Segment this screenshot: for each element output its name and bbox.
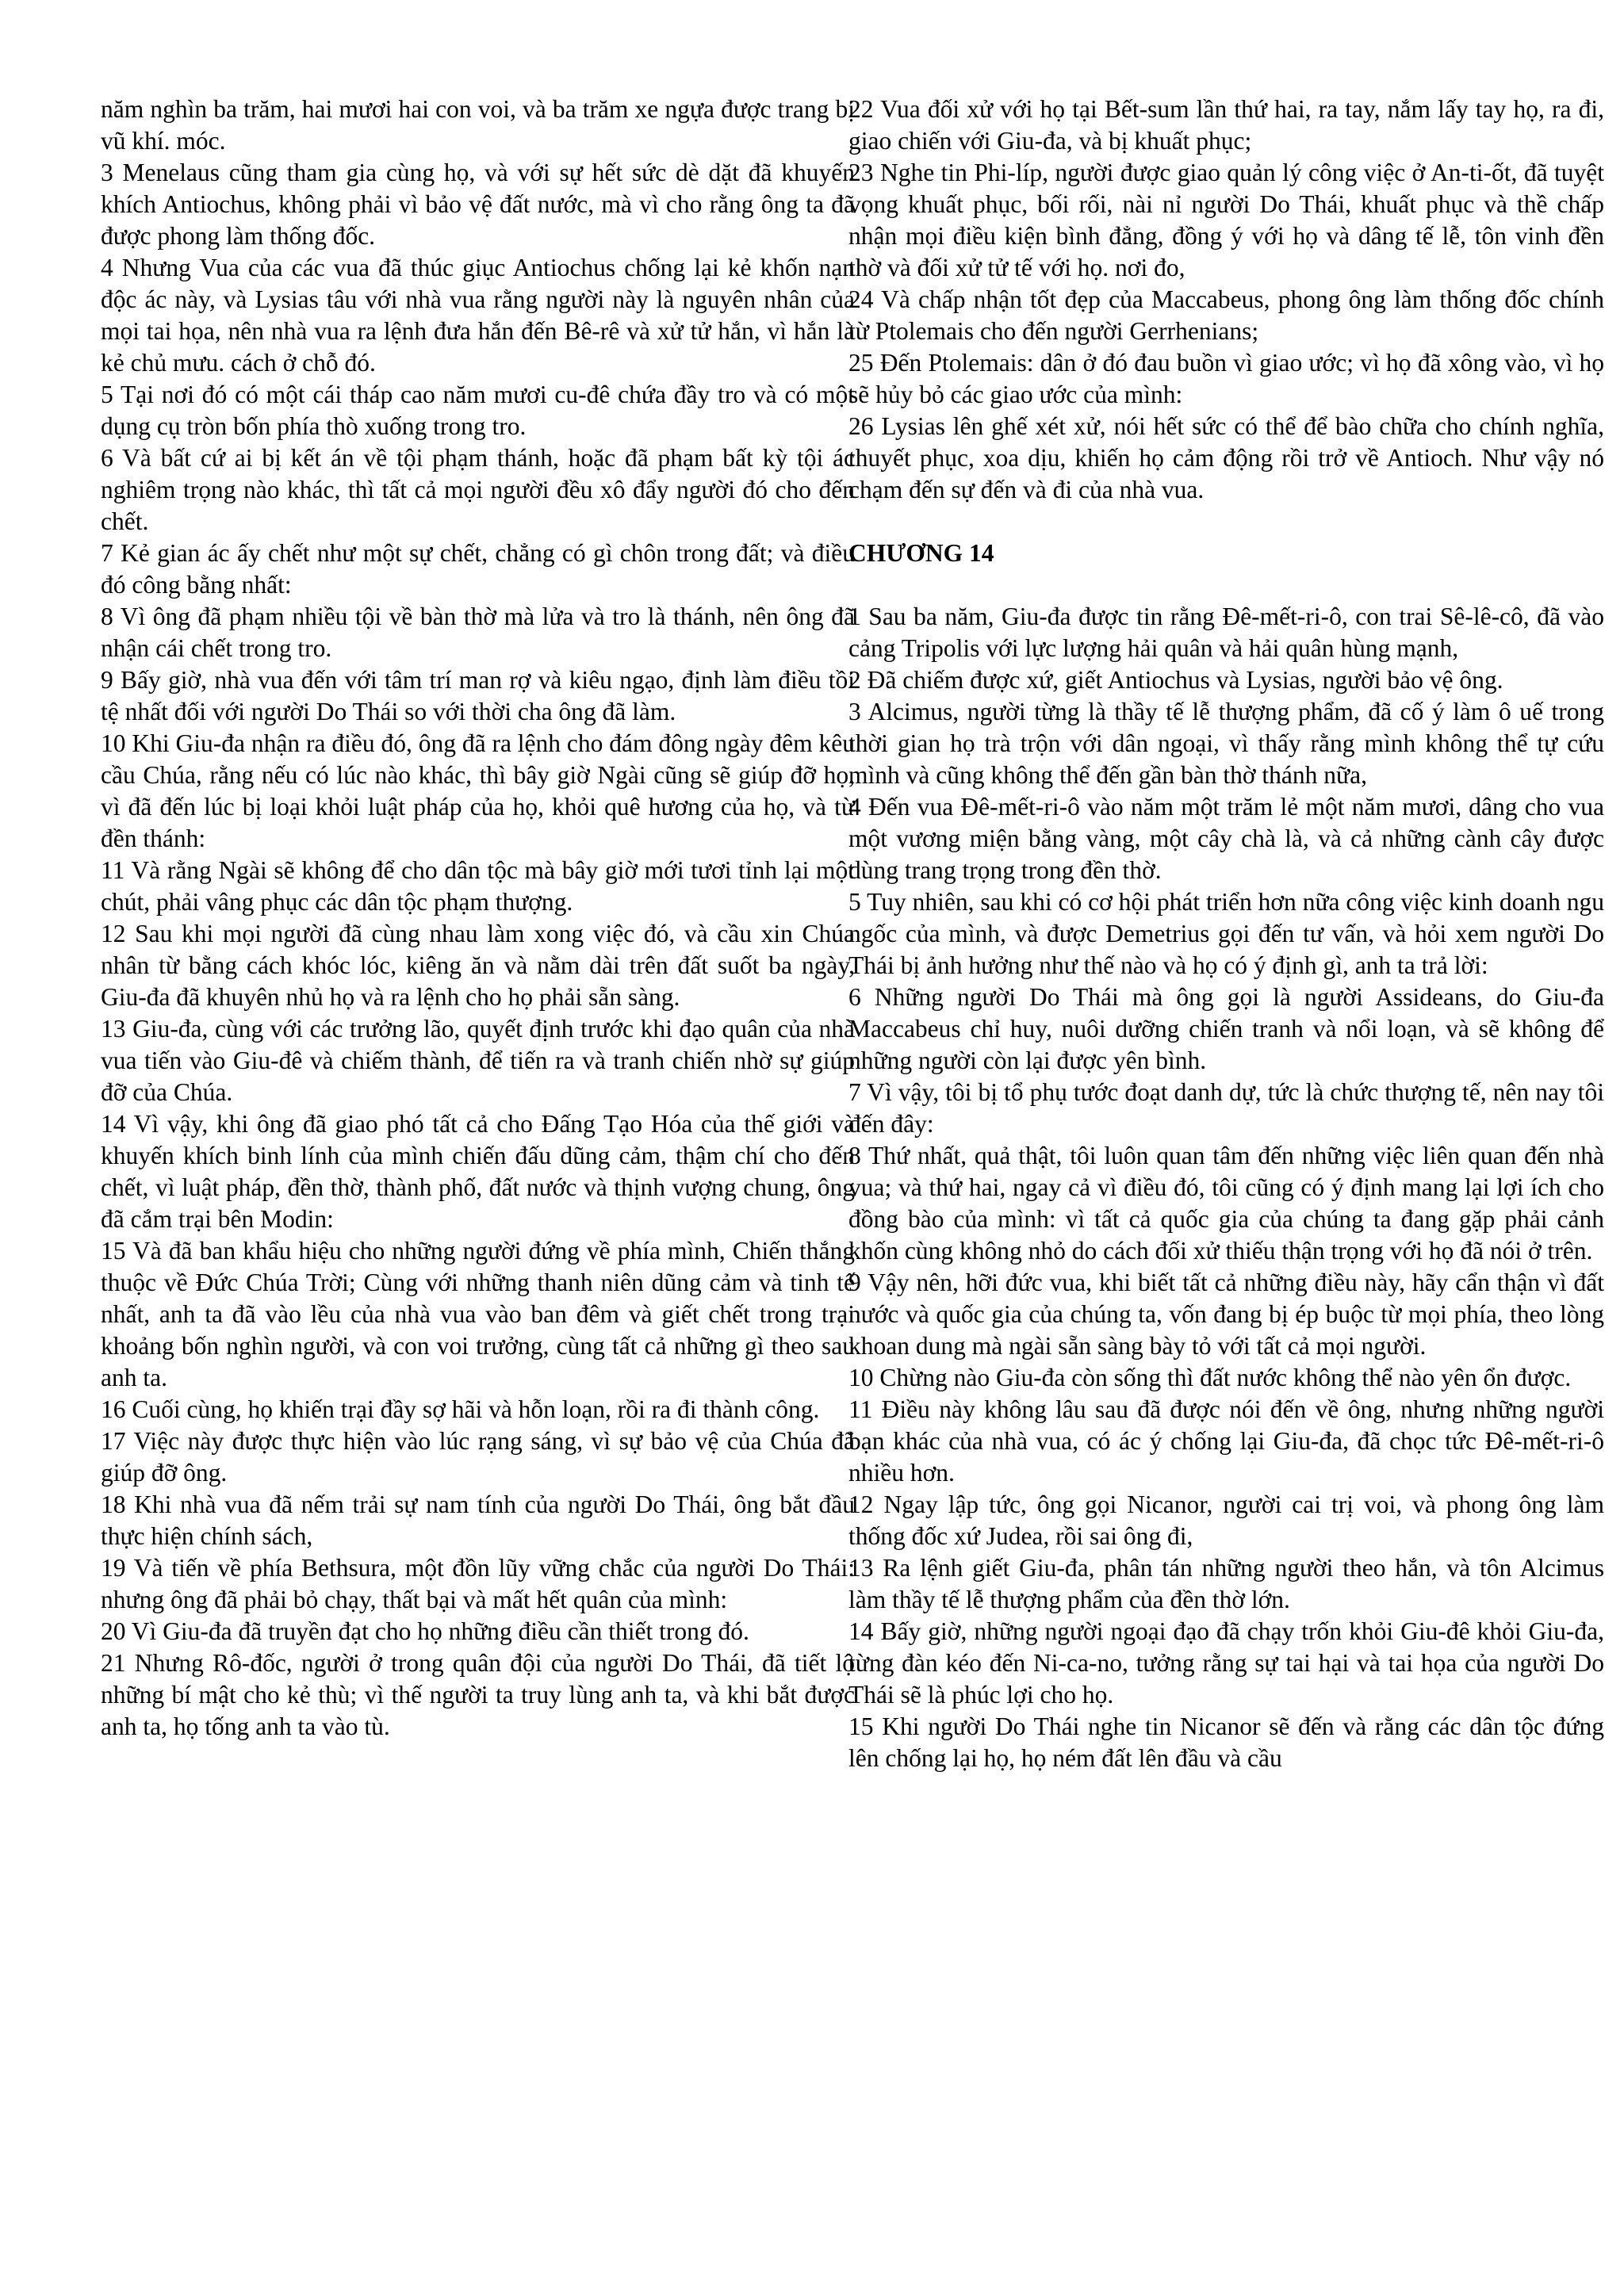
verse-paragraph: 5 Tuy nhiên, sau khi có cơ hội phát triển hơn nữa công việc kinh doanh ngu ngốc của mình, và được Demetrius gọi đến tư vấn, và hỏi xem người Do Thái bị ảnh hưởng như thế nào và họ có ý định gì, anh ta trả lời:	[848, 888, 1604, 979]
verse-paragraph: 3 Alcimus, người từng là thầy tế lễ thượng phẩm, đã cố ý làm ô uế trong thời gian họ trà trộn với dân ngoại, vì thấy rằng mình không thể tự cứu mình và cũng không thể đến gần bàn thờ thánh nữa,	[848, 698, 1604, 789]
verse-paragraph: 19 Và tiến về phía Bethsura, một đồn lũy vững chắc của người Do Thái: nhưng ông đã phải bỏ chạy, thất bại và mất hết quân của mình:	[101, 1554, 855, 1613]
verse-paragraph: 1 Sau ba năm, Giu-đa được tin rằng Đê-mết-ri-ô, con trai Sê-lê-cô, đã vào cảng Tripolis với lực lượng hải quân và hải quân hùng mạnh,	[848, 603, 1604, 662]
verse-paragraph: 25 Đến Ptolemais: dân ở đó đau buồn vì giao ước; vì họ đã xông vào, vì họ sẽ hủy bỏ các giao ước của mình:	[848, 349, 1604, 408]
verse-paragraph: 3 Menelaus cũng tham gia cùng họ, và với sự hết sức dè dặt đã khuyến khích Antiochus, không phải vì bảo vệ đất nước, mà vì cho rằng ông ta đã được phong làm thống đốc.	[101, 159, 855, 250]
verse-paragraph: 12 Ngay lập tức, ông gọi Nicanor, người cai trị voi, và phong ông làm thống đốc xứ Judea, rồi sai ông đi,	[848, 1490, 1604, 1550]
verse-paragraph: 4 Nhưng Vua của các vua đã thúc giục Antiochus chống lại kẻ khốn nạn độc ác này, và Lysias tâu với nhà vua rằng người này là nguyên nhân của mọi tai họa, nên nhà vua ra lệnh đưa hắn đến Bê-rê và xử tử hắn, vì hắn là kẻ chủ mưu. cách ở chỗ đó.	[101, 254, 855, 377]
verse-paragraph: 23 Nghe tin Phi-líp, người được giao quản lý công việc ở An-ti-ốt, đã tuyệt vọng khuất phục, bối rối, nài nỉ người Do Thái, khuất phục và thề chấp nhận mọi điều kiện bình đẳng, đồng ý với họ và dâng tế lễ, tôn vinh đền thờ và đối xử tử tế với họ. nơi đo,	[848, 159, 1604, 281]
verse-paragraph: 12 Sau khi mọi người đã cùng nhau làm xong việc đó, và cầu xin Chúa nhân từ bằng cách khóc lóc, kiêng ăn và nằm dài trên đất suốt ba ngày, Giu-đa đã khuyên nhủ họ và ra lệnh cho họ phải sẵn sàng.	[101, 920, 855, 1011]
verse-paragraph: 15 Và đã ban khẩu hiệu cho những người đứng về phía mình, Chiến thắng thuộc về Đức Chúa Trời; Cùng với những thanh niên dũng cảm và tinh tế nhất, anh ta đã vào lều của nhà vua vào ban đêm và giết chết trong trại khoảng bốn nghìn người, và con voi trưởng, cùng tất cả những gì theo sau anh ta.	[101, 1237, 855, 1391]
verse-paragraph: 20 Vì Giu-đa đã truyền đạt cho họ những điều cần thiết trong đó.	[101, 1617, 749, 1645]
verse-paragraph: 21 Nhưng Rô-đốc, người ở trong quân đội của người Do Thái, đã tiết lộ những bí mật cho kẻ thù; vì thế người ta truy lùng anh ta, và khi bắt được anh ta, họ tống anh ta vào tù.	[101, 1649, 855, 1740]
verse-paragraph: 10 Khi Giu-đa nhận ra điều đó, ông đã ra lệnh cho đám đông ngày đêm kêu cầu Chúa, rằng nếu có lúc nào khác, thì bây giờ Ngài cũng sẽ giúp đỡ họ, vì đã đến lúc bị loại khỏi luật pháp của họ, khỏi quê hương của họ, và từ đền thánh:	[101, 729, 855, 852]
verse-paragraph: 2 Đã chiếm được xứ, giết Antiochus và Lysias, người bảo vệ ông.	[848, 666, 1503, 694]
verse-paragraph: 6 Những người Do Thái mà ông gọi là người Assideans, do Giu-đa Maccabeus chỉ huy, nuôi dưỡng chiến tranh và nổi loạn, và sẽ không để những người còn lại được yên bình.	[848, 983, 1604, 1074]
verse-paragraph: 14 Vì vậy, khi ông đã giao phó tất cả cho Đấng Tạo Hóa của thế giới và khuyến khích binh lính của mình chiến đấu dũng cảm, thậm chí cho đến chết, vì luật pháp, đền thờ, thành phố, đất nước và thịnh vượng chung, ông đã cắm trại bên Modin:	[101, 1110, 855, 1233]
verse-paragraph: 16 Cuối cùng, họ khiến trại đầy sợ hãi và hỗn loạn, rồi ra đi thành công.	[101, 1395, 820, 1423]
right-column	[848, 94, 1604, 1774]
verse-paragraph: 5 Tại nơi đó có một cái tháp cao năm mươi cu-đê chứa đầy tro và có một dụng cụ tròn bốn phía thò xuống trong tro.	[101, 381, 855, 440]
verse-paragraph: 13 Giu-đa, cùng với các trưởng lão, quyết định trước khi đạo quân của nhà vua tiến vào Giu-đê và chiếm thành, để tiến ra và tranh chiến nhờ sự giúp đỡ của Chúa.	[101, 1015, 855, 1106]
verse-paragraph: 24 Và chấp nhận tốt đẹp của Maccabeus, phong ông làm thống đốc chính từ Ptolemais cho đến người Gerrhenians;	[848, 285, 1604, 345]
verse-paragraph: 13 Ra lệnh giết Giu-đa, phân tán những người theo hắn, và tôn Alcimus làm thầy tế lễ thượng phẩm của đền thờ lớn.	[848, 1554, 1604, 1613]
verse-paragraph: 17 Việc này được thực hiện vào lúc rạng sáng, vì sự bảo vệ của Chúa đã giúp đỡ ông.	[101, 1427, 855, 1487]
verse-paragraph: 26 Lysias lên ghế xét xử, nói hết sức có thể để bào chữa cho chính nghĩa, thuyết phục, xoa dịu, khiến họ cảm động rồi trở về Antioch. Như vậy nó chạm đến sự đến và đi của nhà vua.	[848, 412, 1604, 503]
verse-paragraph: 7 Vì vậy, tôi bị tổ phụ tước đoạt danh dự, tức là chức thượng tế, nên nay tôi đến đây:	[848, 1078, 1604, 1138]
verse-paragraph: 14 Bấy giờ, những người ngoại đạo đã chạy trốn khỏi Giu-đê khỏi Giu-đa, từng đàn kéo đến Ni-ca-no, tưởng rằng sự tai hại và tai họa của người Do Thái sẽ là phúc lợi cho họ.	[848, 1617, 1604, 1709]
verse-paragraph: 11 Và rằng Ngài sẽ không để cho dân tộc mà bây giờ mới tươi tỉnh lại một chút, phải vâng phục các dân tộc phạm thượng.	[101, 856, 855, 916]
verse-paragraph: 9 Vậy nên, hỡi đức vua, khi biết tất cả những điều này, hãy cẩn thận vì đất nước và quốc gia của chúng ta, vốn đang bị ép buộc từ mọi phía, theo lòng khoan dung mà ngài sẵn sàng bày tỏ với tất cả mọi người.	[848, 1269, 1604, 1360]
verse-paragraph: 6 Và bất cứ ai bị kết án về tội phạm thánh, hoặc đã phạm bất kỳ tội ác nghiêm trọng nào khác, thì tất cả mọi người đều xô đẩy người đó cho đến chết.	[101, 444, 855, 535]
chapter-heading: CHƯƠNG 14	[848, 539, 994, 567]
verse-paragraph: 7 Kẻ gian ác ấy chết như một sự chết, chẳng có gì chôn trong đất; và điều đó công bằng nhất:	[101, 539, 855, 599]
verse-paragraph: 18 Khi nhà vua đã nếm trải sự nam tính của người Do Thái, ông bắt đầu thực hiện chính sách,	[101, 1490, 855, 1550]
verse-paragraph: 15 Khi người Do Thái nghe tin Nicanor sẽ đến và rằng các dân tộc đứng lên chống lại họ, họ ném đất lên đầu và cầu	[848, 1712, 1604, 1772]
verse-paragraph: 8 Vì ông đã phạm nhiều tội về bàn thờ mà lửa và tro là thánh, nên ông đã nhận cái chết trong tro.	[101, 603, 855, 662]
verse-paragraph: 9 Bấy giờ, nhà vua đến với tâm trí man rợ và kiêu ngạo, định làm điều tồi tệ nhất đối với người Do Thái so với thời cha ông đã làm.	[101, 666, 855, 725]
verse-paragraph: 11 Điều này không lâu sau đã được nói đến về ông, nhưng những người bạn khác của nhà vua, có ác ý chống lại Giu-đa, đã chọc tức Đê-mết-ri-ô nhiều hơn.	[848, 1395, 1604, 1487]
verse-paragraph: 4 Đến vua Đê-mết-ri-ô vào năm một trăm lẻ một năm mươi, dâng cho vua một vương miện bằng vàng, một cây chà là, và cả những cành cây được dùng trang trọng trong đền thờ.	[848, 793, 1604, 884]
left-column	[101, 94, 855, 1743]
verse-paragraph: năm nghìn ba trăm, hai mươi hai con voi, và ba trăm xe ngựa được trang bị vũ khí. móc.	[101, 95, 855, 155]
verse-paragraph: 10 Chừng nào Giu-đa còn sống thì đất nước không thể nào yên ổn được.	[848, 1364, 1572, 1391]
verse-paragraph: 8 Thứ nhất, quả thật, tôi luôn quan tâm đến những việc liên quan đến nhà vua; và thứ hai, ngay cả vì điều đó, tôi cũng có ý định mang lại lợi ích cho đồng bào của mình: vì tất cả quốc gia của chúng ta đang gặp phải cảnh khốn cùng không nhỏ do cách đối xử thiếu thận trọng với họ đã nói ở trên.	[848, 1142, 1604, 1265]
verse-paragraph: 22 Vua đối xử với họ tại Bết-sum lần thứ hai, ra tay, nắm lấy tay họ, ra đi, giao chiến với Giu-đa, và bị khuất phục;	[848, 95, 1604, 155]
